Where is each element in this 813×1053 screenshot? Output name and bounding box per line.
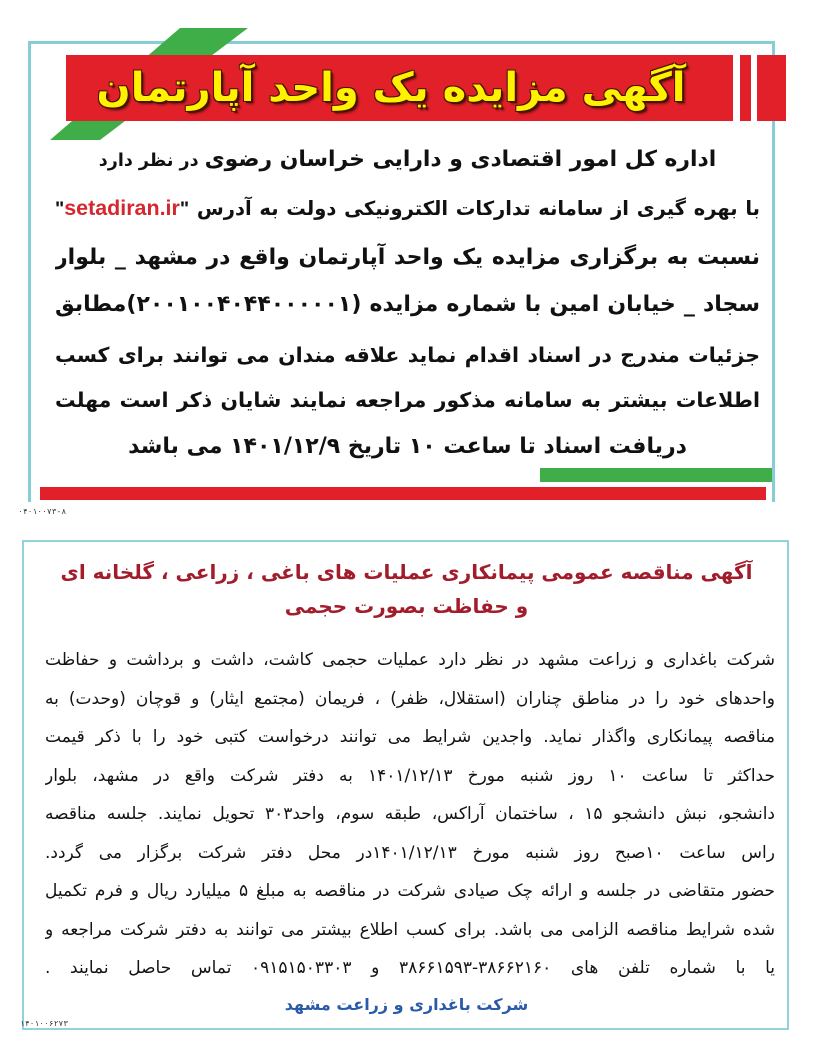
banner-stripe	[751, 55, 757, 121]
tender-title-line: و حفاظت بصورت حجمی	[284, 594, 529, 618]
tender-body-line: حضور متقاضی در جلسه و ارائه چک صیادی شرکت در مناقصه به مبلغ ۵ میلیارد ریال و فرم تکمیل	[45, 881, 775, 901]
auction-title: آگهی مزایده یک واحد آپارتمان	[96, 65, 686, 111]
tender-body-line: واحدهای خود را در مناطق چناران (استقلال، ظفر) ، فریمان (مجتمع ایثار) و قوچان (وحدت) به	[45, 688, 775, 709]
auction-line-2-text: با بهره گیری از سامانه تدارکات الکترونیکی دولت به آدرس	[196, 197, 760, 220]
quote-mark: "	[179, 198, 190, 220]
tender-body-line: مناقصه پیمانکاری واگذار نماید. واجدین شرایط می توانند درخواست کتبی خود را با ذکر قیمت	[45, 727, 775, 747]
tender-body-line: دانشجو، نبش دانشجو ۱۵ ، ساختمان آراکس، طبقه سوم، واحد۳۰۳ تحویل نمایند. جلسه مناقصه	[45, 804, 775, 824]
green-divider-bar	[540, 468, 772, 482]
auction-body-line: جزئیات مندرج در اسناد اقدام نماید علاقه مندان می توانند برای کسب	[55, 343, 760, 367]
auction-closing-line: دریافت اسناد تا ساعت ۱۰ تاریخ ۱۴۰۱/۱۲/۹ می باشد	[128, 434, 687, 459]
auction-ref-code: ۰۴۰۱۰۰۷۳-۸	[18, 507, 67, 516]
tender-body-line: حداکثر تا ساعت ۱۰ روز شنبه مورخ ۱۴۰۱/۱۲/۱۳ به دفتر شرکت واقع در مشهد، بلوار	[45, 765, 775, 786]
tender-ref-code: ۱۴۰۱۰۰۶۲۷۳	[20, 1019, 69, 1028]
auction-website-line	[55, 186, 760, 230]
tender-body-line: راس ساعت ۱۰صبح روز شنبه مورخ ۱۴۰۱/۱۲/۱۳در محل دفتر شرکت برگزار می گردد.	[45, 842, 775, 863]
banner-stripe	[733, 55, 740, 121]
auction-organization: اداره کل امور اقتصادی و دارایی خراسان رضوی	[204, 147, 717, 172]
red-divider-bar	[40, 487, 766, 500]
auction-intro-line	[55, 138, 760, 182]
auction-body-line: نسبت به برگزاری مزایده یک واحد آپارتمان واقع در مشهد _ بلوار	[55, 245, 760, 270]
auction-title-banner	[66, 55, 786, 121]
tender-body-line: شرکت باغداری و زراعت مشهد در نظر دارد عملیات حجمی کاشت، داشت و برداشت و حفاظت	[45, 650, 775, 670]
website-address: setadiran.ir	[64, 196, 180, 220]
tender-signature: شرکت باغداری و زراعت مشهد	[284, 995, 529, 1014]
tender-title-line: آگهی مناقصه عمومی پیمانکاری عملیات های باغی ، زراعی ، گلخانه ای	[60, 560, 753, 584]
quote-mark: "	[55, 198, 65, 220]
tender-body-line: یا با شماره تلفن های ۳۸۶۶۲۱۶۰-۳۸۶۶۱۵۹۳ و ۰۹۱۵۱۵۰۳۳۰۳ تماس حاصل نمایند .	[45, 958, 775, 978]
auction-intro-rest: در نظر دارد	[98, 151, 199, 171]
auction-body-line: اطلاعات بیشتر به سامانه مذکور مراجعه نمایند شایان ذکر است مهلت	[55, 388, 760, 412]
tender-body-line: شده شرایط مناقصه الزامی می باشد. برای کسب اطلاع بیشتر می توانند به دفتر شرکت مراجعه و	[45, 919, 775, 940]
auction-body-line: سجاد _ خیابان امین با شماره مزایده (۲۰۰۱۰۰۴۰۴۴۰۰۰۰۰۱)مطابق	[55, 292, 760, 317]
